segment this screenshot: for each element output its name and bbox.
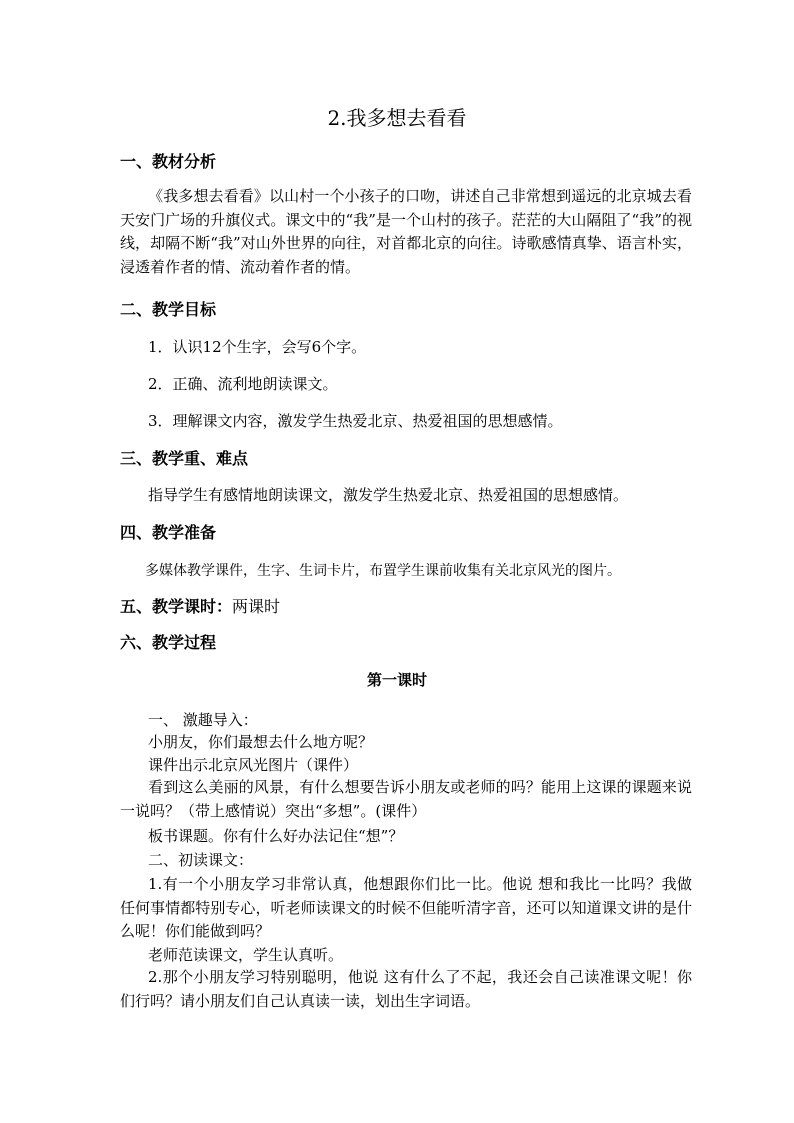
step-2-heading: 二、初读课文： xyxy=(148,851,254,869)
periods-value: 两课时 xyxy=(232,597,281,616)
goal-item-3: 3．理解课文内容，激发学生热爱北京、热爱祖国的思想感情。 xyxy=(148,412,563,430)
step-2-paragraph-2: 2.那个小朋友学习特别聪明，他说 这有什么了不起，我还会自己读准课文呢！你们行吗？请小朋友们自己认真读一读，划出生字词语。 xyxy=(120,968,692,1010)
document-title: 2.我多想去看看 xyxy=(327,106,467,130)
paragraph-preparation: 多媒体教学课件，生字、生词卡片，布置学生课前收集有关北京风光的图片。 xyxy=(145,563,621,579)
section-heading-goals: 二、教学目标 xyxy=(120,300,217,319)
section-heading-process: 六、教学过程 xyxy=(120,633,217,652)
lesson-title: 第一课时 xyxy=(366,671,427,689)
step-1-paragraph: 看到这么美丽的风景，有什么想要告诉小朋友或老师的吗？能用上这课的课题来说一说吗？（带上感情说）突出“多想”。(课件） xyxy=(120,778,692,820)
goal-item-2: 2．正确、流利地朗读课文。 xyxy=(148,375,338,393)
step-2-paragraph-1: 1.有一个小朋友学习非常认真，他想跟你们比一比。他说 想和我比一比吗？我做任何事情都特别专心，听老师读课文的时候不但能听清字音，还可以知道课文讲的是什么呢！你们能做到吗？ xyxy=(120,875,692,940)
paragraph-analysis: 《我多想去看看》以山村一个小孩子的口吻，讲述自己非常想到遥远的北京城去看天安门广场的升旗仪式。课文中的“我”是一个山村的孩子。茫茫的大山隔阻了“我”的视线，却隔不断“我”对山外世界的向往，对首都北京的向往。诗歌感情真挚、语言朴实，浸透着作者的情、流动着作者的情。 xyxy=(120,187,692,276)
section-heading-preparation: 四、教学准备 xyxy=(120,523,217,542)
section-heading-key-points: 三、教学重、难点 xyxy=(120,449,249,468)
section-heading-periods xyxy=(120,596,280,618)
section-heading-analysis: 一、教材分析 xyxy=(120,152,217,171)
step-2-line: 老师范读课文，学生认真听。 xyxy=(148,946,344,964)
paragraph-key-points: 指导学生有感情地朗读课文，激发学生热爱北京、热爱祖国的思想感情。 xyxy=(148,486,629,504)
step-1-heading: 一、 激趣导入： xyxy=(148,711,258,729)
step-1-line-2: 课件出示北京风光图片（课件） xyxy=(148,756,359,774)
goal-item-1: 1．认识12个生字，会写6个字。 xyxy=(148,338,367,356)
periods-label: 五、教学课时： xyxy=(120,597,233,616)
step-1-line-1: 小朋友，你们最想去什么地方呢？ xyxy=(148,733,374,751)
step-1-line-3: 板书课题。你有什么好办法记住“想”？ xyxy=(148,827,404,845)
